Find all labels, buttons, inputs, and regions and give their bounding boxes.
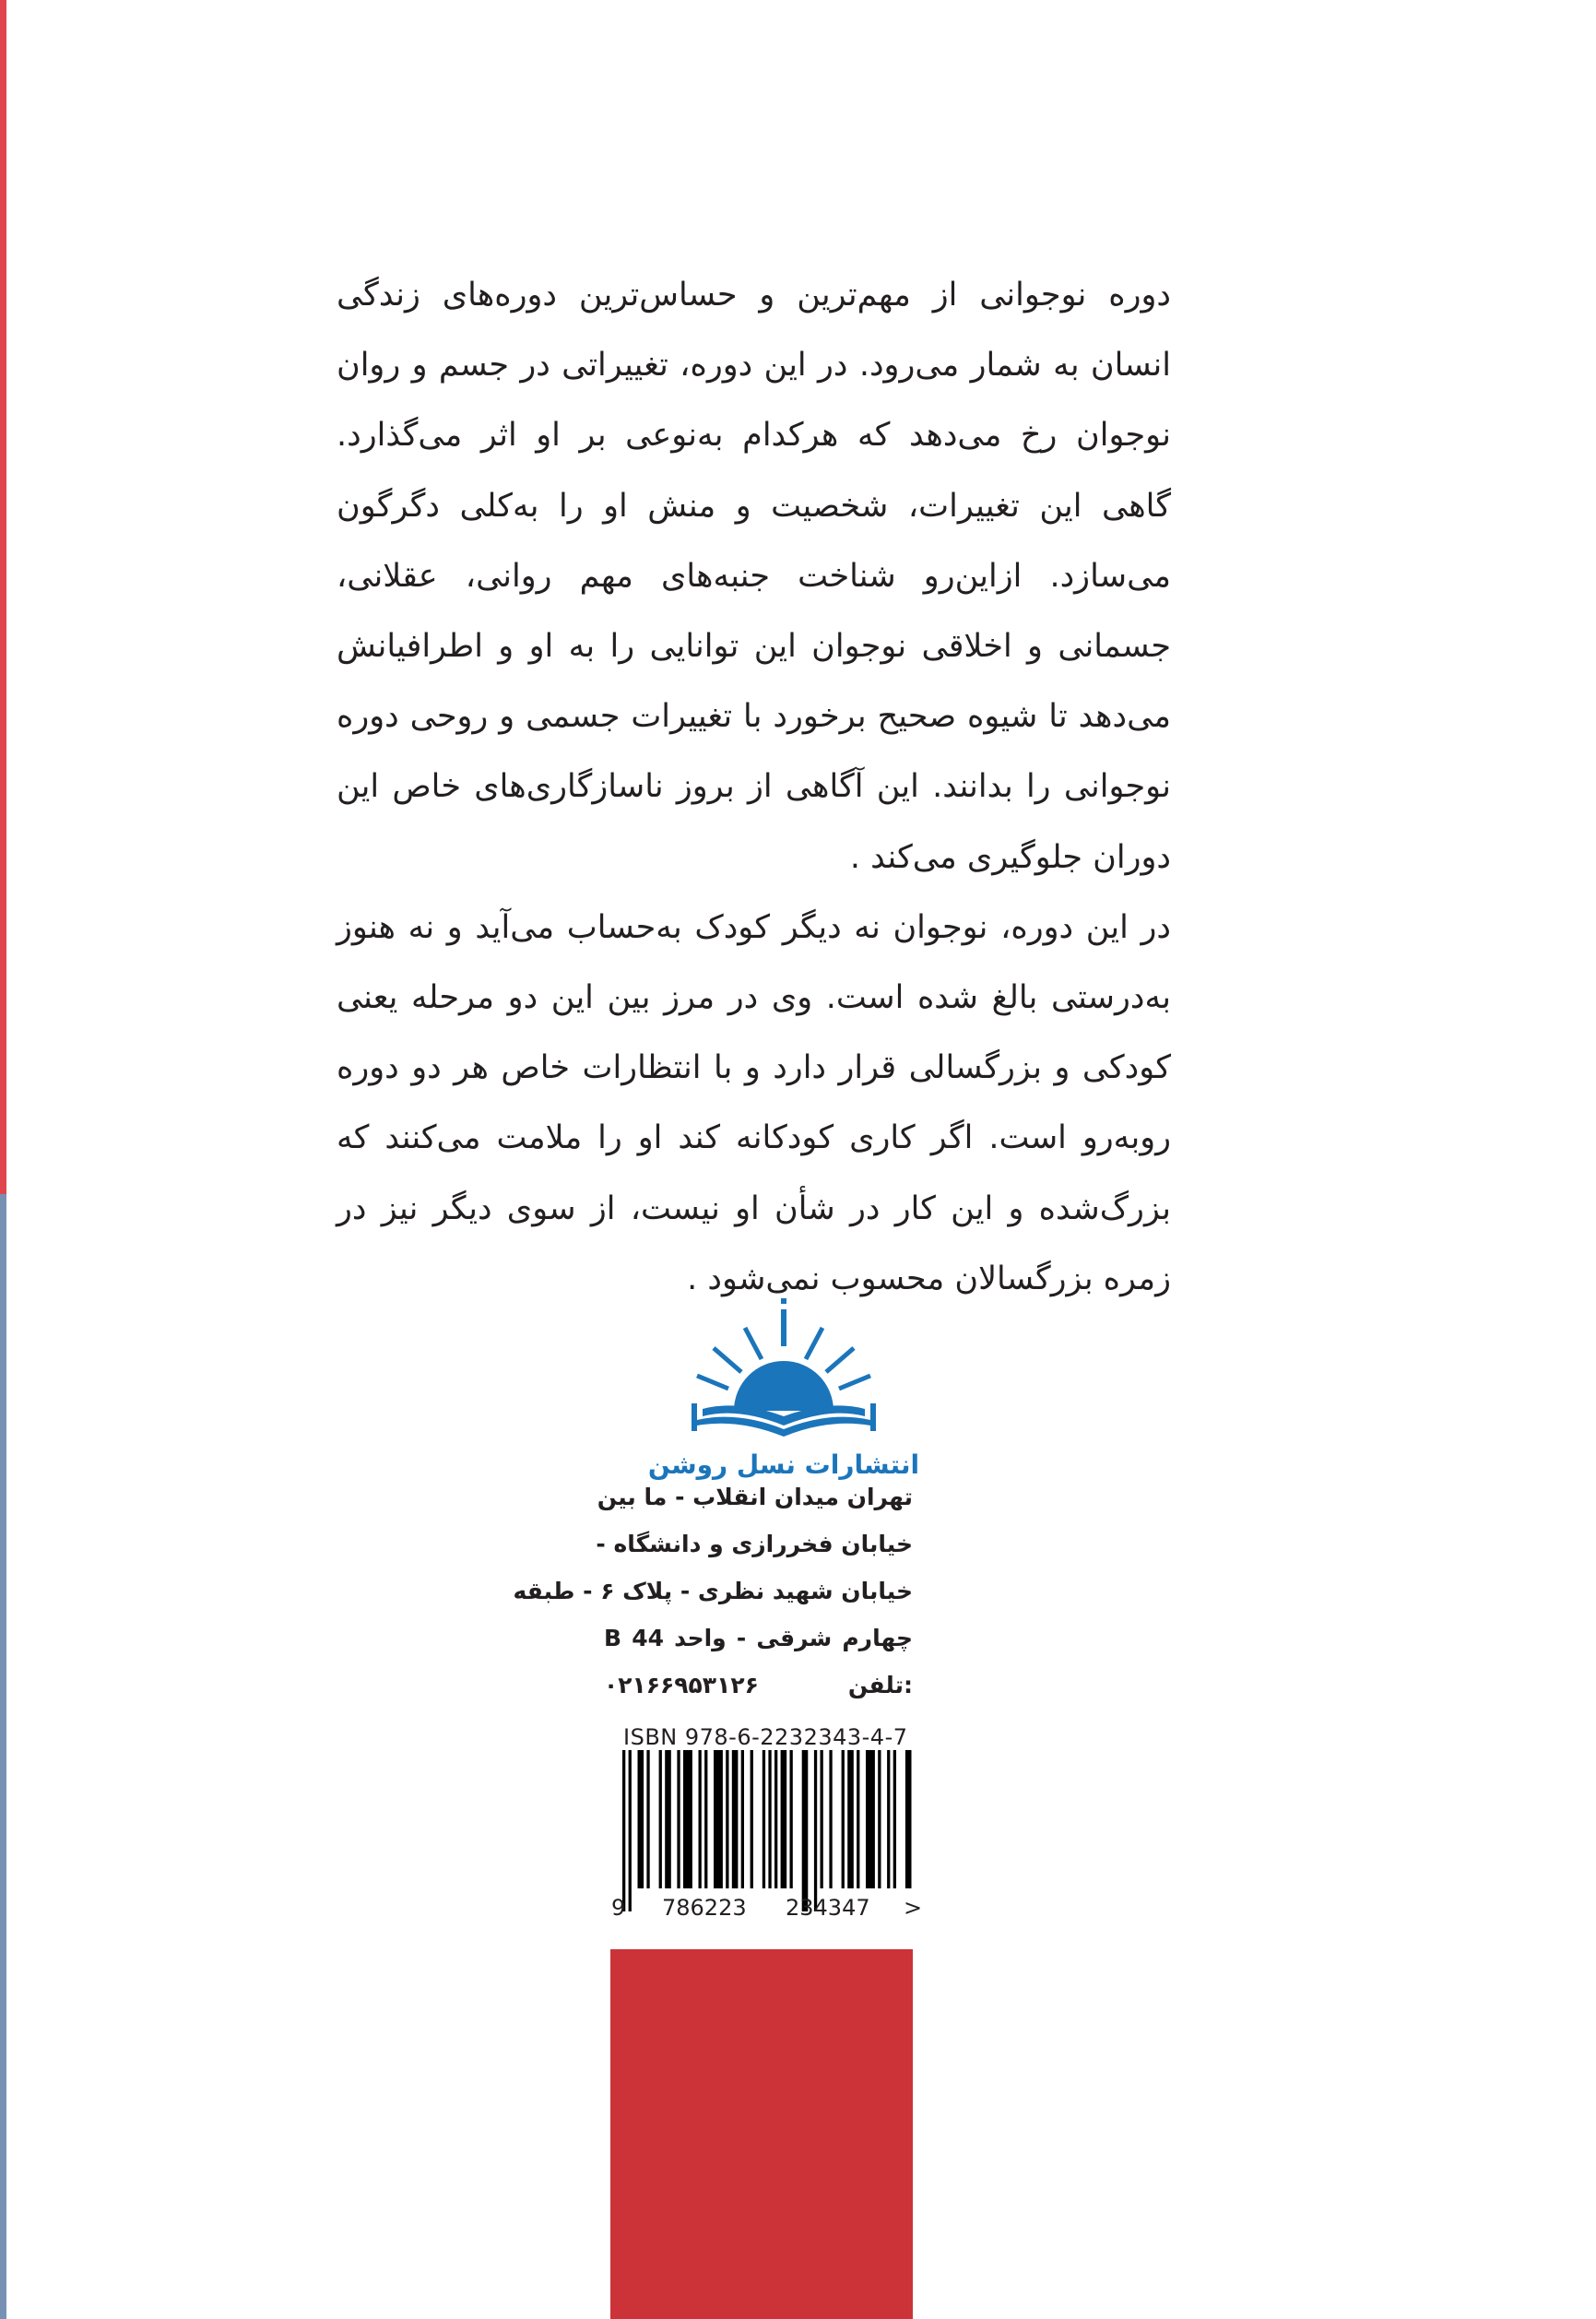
back-cover-blurb <box>337 260 1171 1314</box>
barcode-bar <box>659 1750 662 1888</box>
sunrise-book-icon <box>692 1298 876 1437</box>
barcode-bar <box>842 1750 845 1888</box>
barcode-bar <box>866 1750 875 1888</box>
publisher-logo-text: انتشارات نسل روشن <box>647 1449 920 1480</box>
blurb-paragraph-1: دوره نوجوانی از مهم‌ترین و حساس‌ترین دوره‌های زندگی انسان به شمار می‌رود. در این دوره، تغییراتی در جسم و روان نوجوان رخ می‌دهد که هرکدام به‌نوعی بر او اثر می‌گذارد. گاهی این تغییرات، شخصیت و منش او را به‌کلی دگرگون می‌سازد. ازاین‌رو شناخت جنبه‌های مهم روانی، عقلانی، جسمانی و اخلاقی نوجوان این توانایی را به او و اطرافیانش می‌دهد تا شیوه صحیح برخورد با تغییرات جسمی و روحی دوره نوجوانی را بدانند. این آگاهی از بروز ناسازگاری‌های خاص این دوران جلوگیری می‌کند . <box>337 277 1171 876</box>
barcode-bar <box>847 1750 854 1888</box>
address-line-2: خیابان فخررازی و دانشگاه - <box>596 1531 913 1557</box>
barcode-bar <box>781 1750 787 1888</box>
barcode-bar <box>699 1750 702 1888</box>
barcode-bar <box>763 1750 765 1888</box>
spine-stripe-red <box>0 0 6 1194</box>
barcode-bar <box>829 1750 832 1888</box>
barcode-bar <box>646 1750 649 1888</box>
phone-row <box>604 1662 913 1709</box>
phone-label: تلفن: <box>847 1672 913 1698</box>
barcode-bar <box>905 1750 912 1888</box>
phone-number: ۰۲۱۶۶۹۵۳۱۲۶ <box>604 1672 759 1698</box>
barcode-bar <box>774 1750 777 1888</box>
barcode-bar <box>732 1750 739 1888</box>
barcode-bar <box>878 1750 881 1888</box>
barcode-digit-end: > <box>904 1895 923 1921</box>
blurb-paragraph-2: در این دوره، نوجوان نه دیگر کودک به‌حساب می‌آید و نه هنوز به‌درستی بالغ شده است. وی در مرز بین این دو مرحله یعنی کودکی و بزرگسالی قرار دارد و با انتظارات خاص هر دو دوره روبه‌رو است. اگر کاری کودکانه کند او را ملامت می‌کنند که بزرگ‌شده و این کار در شأن او نیست، از سوی دیگر نیز در زمره بزرگسالان محسوب نمی‌شود . <box>337 908 1171 1297</box>
barcode-bar <box>683 1750 692 1888</box>
barcode-bar <box>814 1750 817 1911</box>
barcode-digit-group-1: 786223 <box>662 1895 747 1921</box>
barcode-bar <box>622 1750 625 1911</box>
barcode-bar <box>629 1750 632 1911</box>
barcode-bar <box>726 1750 728 1888</box>
barcode-bar <box>704 1750 707 1888</box>
barcode-bar <box>751 1750 753 1888</box>
barcode-bar <box>638 1750 644 1888</box>
spine-stripe-blue <box>0 1194 6 2319</box>
isbn-label: ISBN 978-6-2232343-4-7 <box>623 1724 908 1750</box>
barcode-bar <box>887 1750 890 1888</box>
barcode-digit-first: 9 <box>611 1895 626 1921</box>
barcode-bar <box>768 1750 771 1888</box>
barcode-bar <box>790 1750 793 1888</box>
barcode-bar <box>677 1750 680 1888</box>
publisher-address <box>513 1473 913 1709</box>
barcode-digit-group-2: 234347 <box>786 1895 870 1921</box>
barcode-bar <box>893 1750 896 1888</box>
barcode-bar <box>741 1750 744 1888</box>
address-line-3: خیابان شهید نظری - پلاک ۶ - طبقه <box>513 1578 913 1604</box>
barcode-bar <box>665 1750 671 1888</box>
address-line-4: چهارم شرقی - واحد B 44 <box>604 1625 913 1651</box>
barcode-bar <box>714 1750 723 1888</box>
red-color-block <box>610 1949 913 2319</box>
barcode-bar <box>857 1750 859 1888</box>
barcode-bar <box>802 1750 809 1911</box>
barcode-bar <box>821 1750 823 1888</box>
publisher-logo <box>645 1291 922 1485</box>
address-line-1: تهران میدان انقلاب - ما بین <box>597 1484 913 1510</box>
